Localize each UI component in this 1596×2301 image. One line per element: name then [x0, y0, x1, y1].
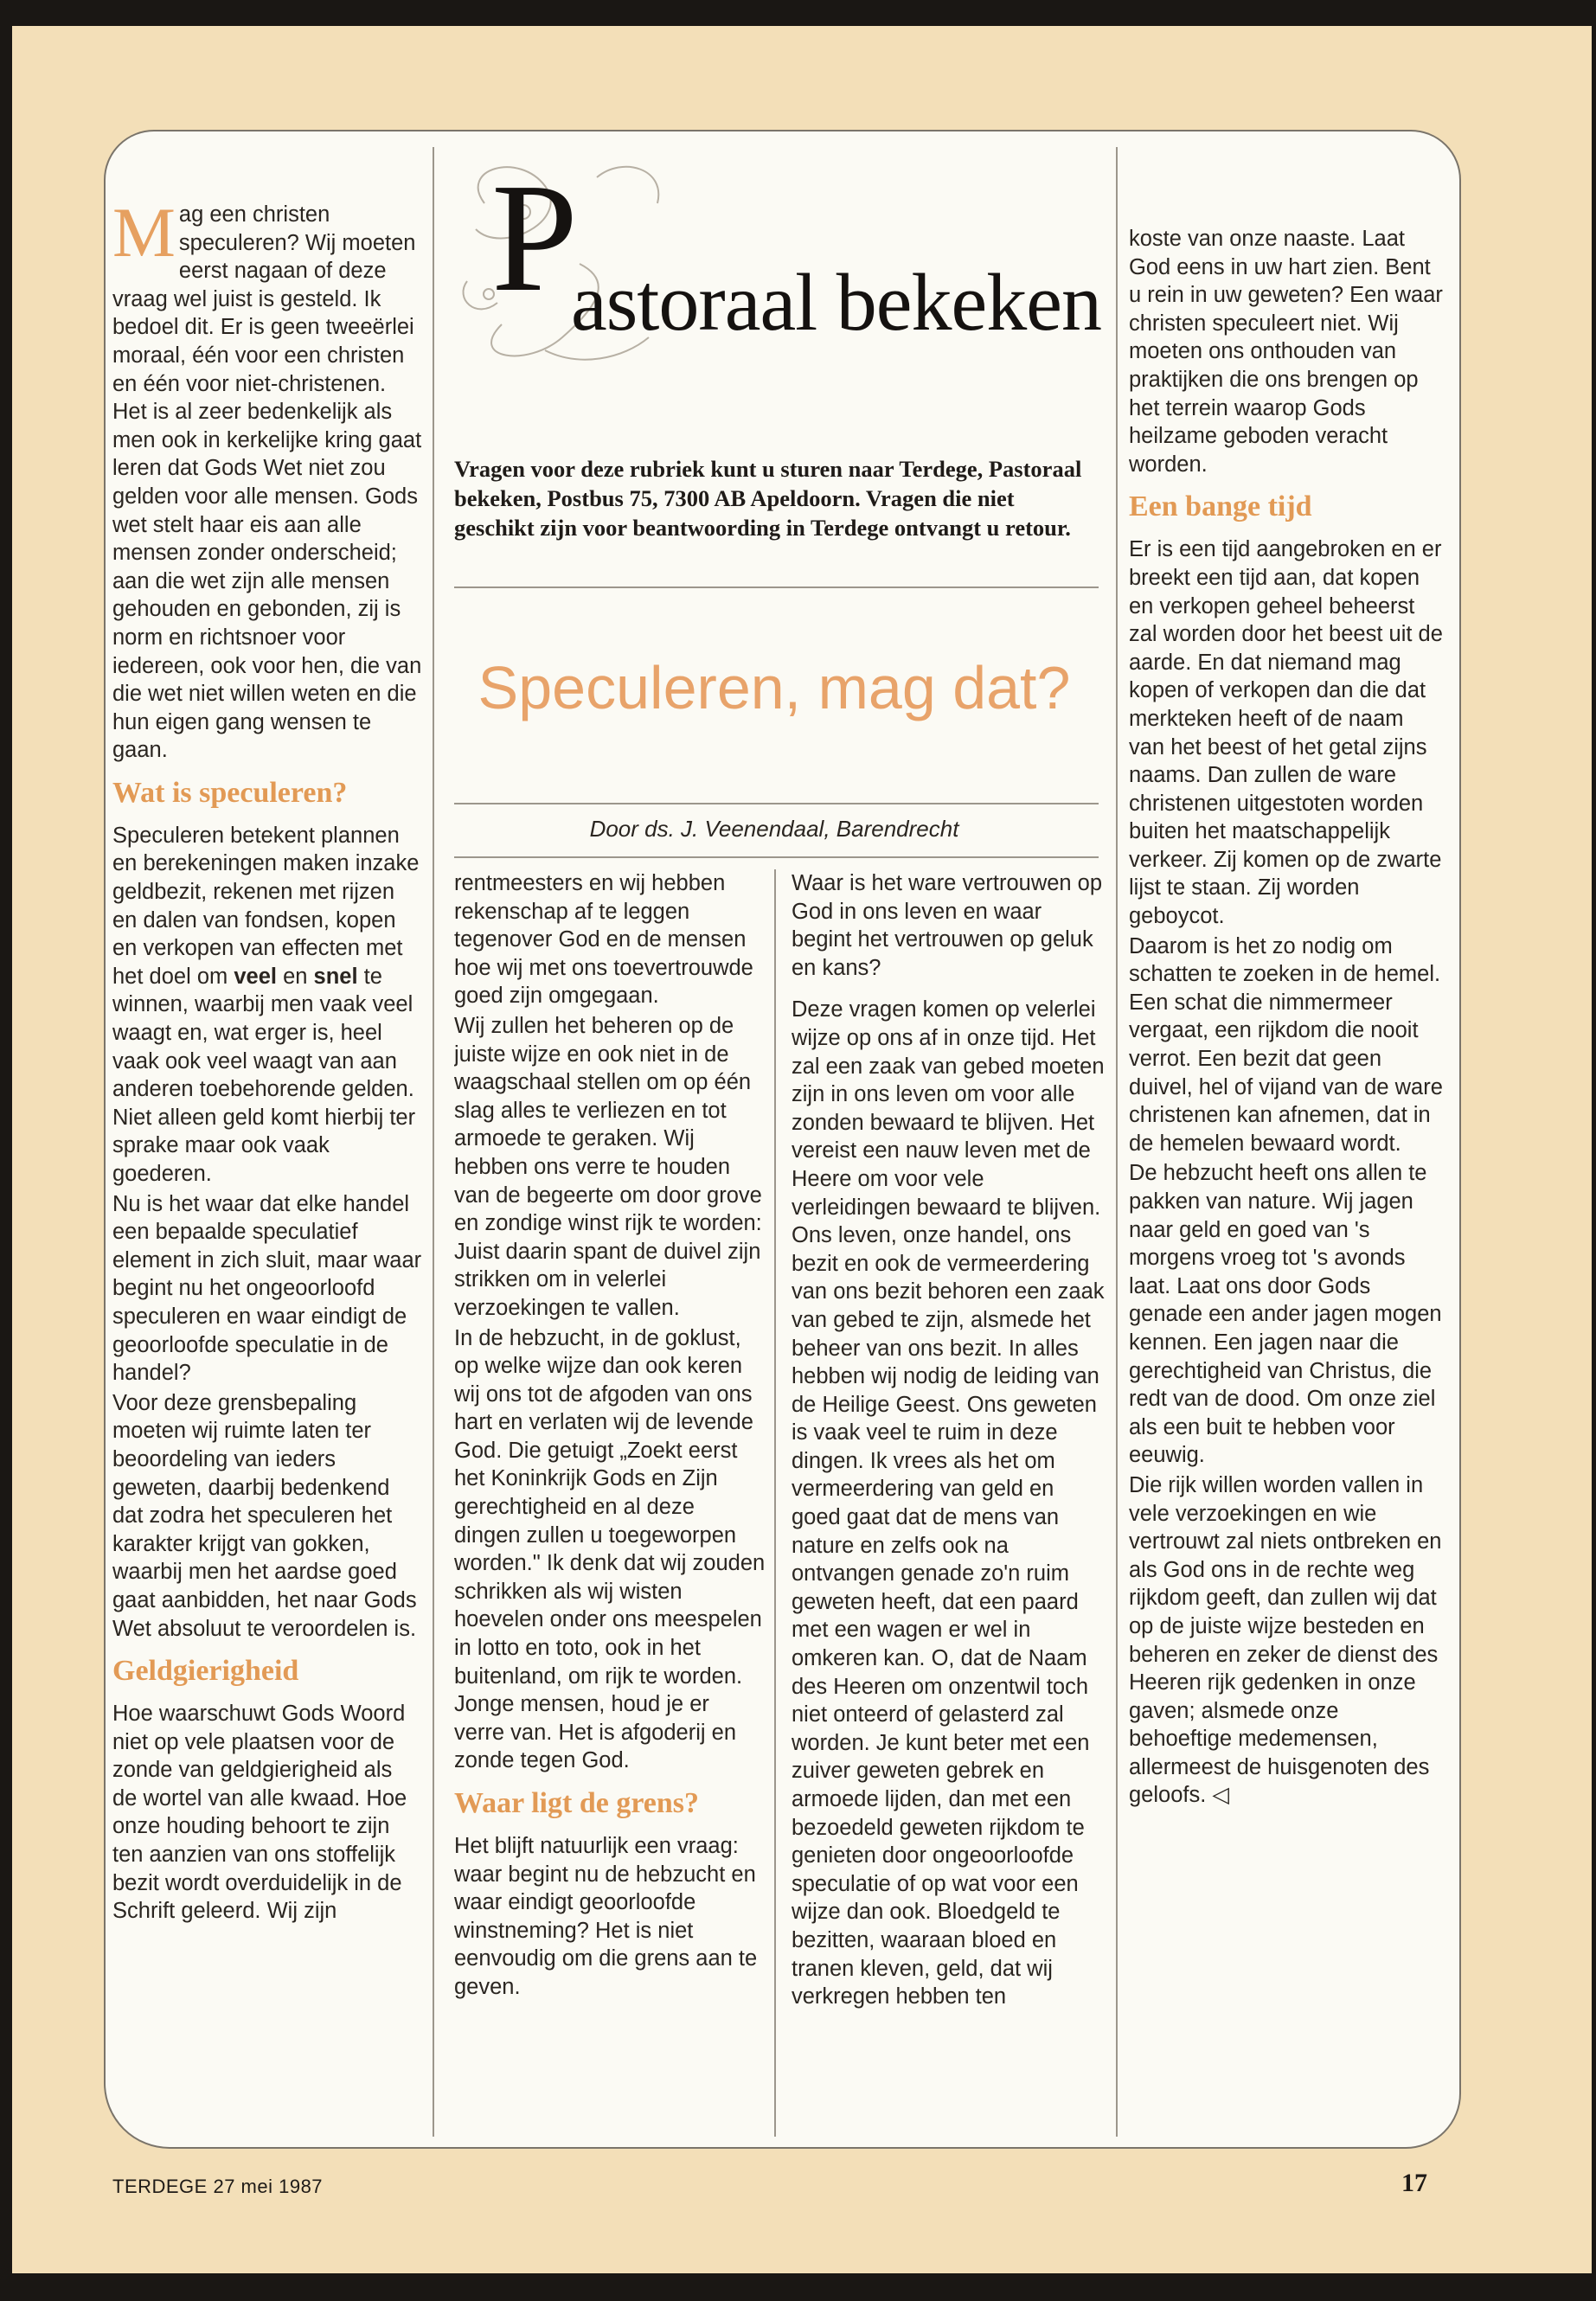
paragraph: In de hebzucht, in de goklust, op welke wijze dan ook keren wij ons tot de afgoden van ons hart en verlaten wij de levende God. Die getuigt „Zoekt eerst het Koninkrijk Gods en Zijn gerechtigheid en al deze dingen zullen u toegeworpen worden." Ik denk dat wij zouden schrikken als wij wisten hoevelen onder ons meespelen in lotto en toto, ook in het buitenland, om rijk te worden. Jonge mensen, houd je er verre van. Het is afgoderij en zonde tegen God.: [454, 1325, 766, 1773]
drop-cap: M: [112, 201, 176, 272]
submission-notice: Vragen voor deze rubriek kunt u sturen naar Terdege, Pastoraal bekeken, Postbus 75, 7300 AB Apeldoorn. Vragen die niet geschikt zijn voor beantwoording in Terdege ontvangt u retour.: [454, 456, 1082, 541]
paragraph: Het blijft natuurlijk een vraag: waar begint nu de hebzucht en waar eindigt geoorloofde winstneming? Het is niet eenvoudig om die grens aan te geven.: [454, 1834, 758, 1999]
article-column-1: [112, 201, 422, 2138]
paragraph: Nu is het waar dat elke handel een bepaalde speculatief element in zich sluit, maar waar begint nu het ongeoorloofd speculeren en waar eindigt de geoorloofde speculatie in de handel?: [112, 1191, 422, 1386]
title-initial: P: [491, 151, 579, 324]
page-number: 17: [1401, 2169, 1427, 2197]
column-rule-left: [433, 147, 434, 2137]
subheading-geldgierigheid: Geldgierigheid: [112, 1655, 299, 1688]
paragraph: Waar is het ware vertrouwen op God in ons leven en waar begint het vertrouwen op geluk en kans?: [792, 871, 1103, 980]
subheading-een-bange-tijd: Een bange tijd: [1129, 490, 1312, 523]
article-byline: Door ds. J. Veenendaal, Barendrecht: [589, 816, 959, 842]
paragraph: koste van onze naaste. Laat God eens in uw hart zien. Bent u rein in uw geweten? Een waar christen speculeert niet. Wij moeten ons onthouden van praktijken die ons brengen op het terrein waarop Gods heilzame geboden veracht worden.: [1129, 227, 1443, 477]
rubric-title-text: astoraal bekeken: [571, 258, 1101, 348]
paragraph: rentmeesters en wij hebben rekenschap af te leggen tegenover God en de mensen hoe wij met ons toevertrouwde goed zijn omgegaan.: [454, 871, 753, 1009]
article-column-3: [792, 869, 1107, 2137]
byline-divider: [454, 803, 1099, 804]
byline-underline: [454, 856, 1099, 858]
paragraph: Wij zullen het beheren op de juiste wijze en ook niet in de waagschaal stellen om op één slag alles te verliezen en tot armoede te geraken. Wij hebben ons verre te houden van de begeerte om door grove en zondige winst rijk te worden: Juist daarin spant de duivel zijn strikken om in velerlei verzoekingen te vallen.: [454, 1013, 762, 1320]
paragraph: Hoe waarschuwt Gods Woord niet op vele plaatsen voor de zonde van geldgierigheid als de wortel van alle kwaad. Hoe onze houding behoort te zijn ten aanzien van ons stoffelijk bezit wordt overduidelijk in de Schrift geleerd. Wij zijn: [112, 1702, 407, 1924]
column-rule-middle: [774, 869, 776, 2137]
paragraph: Er is een tijd aangebroken en er breekt een tijd aan, dat kopen en verkopen geheel beheerst zal worden door het beest uit de aarde. En dat niemand mag kopen of verkopen dan die dat merkteken heeft of de naam van het beest of het getal zijns naams. Dan zullen de ware christenen uitgestoten worden buiten het maatschappelijk verkeer. Zij komen op de zwarte lijst te staan. Zij worden geboycot.: [1129, 537, 1443, 929]
article-headline: Speculeren, mag dat?: [478, 654, 1071, 721]
publication-footer: TERDEGE 27 mei 1987: [112, 2176, 324, 2197]
column-rule-right: [1116, 147, 1118, 2137]
rubric-title: [450, 151, 1107, 376]
subheading-wat-is-speculeren: Wat is speculeren?: [112, 776, 348, 809]
paragraph: Daarom is het zo nodig om schatten te zoeken in de hemel. Een schat die nimmermeer vergaat, een rijkdom die nooit verrot. Een bezit dat geen duivel, hel of vijand van de ware christenen kan afnemen, dat in de hemelen bewaard wordt.: [1129, 933, 1443, 1156]
subheading-waar-ligt-de-grens: Waar ligt de grens?: [454, 1787, 700, 1819]
paragraph: Voor deze grensbepaling moeten wij ruimte laten ter beoordeling van ieders geweten, daarbij bedenkend dat zodra het speculeren het karakter krijgt van gokken, waarbij men het aardse goed gaat aanbidden, het naar Gods Wet absoluut te veroordelen is.: [112, 1390, 417, 1641]
article-column-4: [1129, 225, 1445, 2137]
intro-divider: [454, 586, 1099, 588]
article-column-2: [454, 869, 766, 2137]
paragraph: Deze vragen komen op velerlei wijze op ons af in onze tijd. Het zal een zaak van gebed moeten zijn in ons leven om voor alle zonden bewaard te blijven. Het vereist een nauw leven met de Heere om voor vele verleidingen bewaard te blijven. Ons leven, onze handel, ons bezit en ook de vermeerdering van ons bezit behoren een zaak van gebed te zijn, alsmede het beheer van ons bezit. In alles hebben wij nodig de leiding van de Heilige Geest. Ons geweten is vaak veel te ruim in deze dingen. Ik vrees als het om vermeerdering van geld en goed gaat dat de mens van nature en zelfs ook na ontvangen genade zo'n ruim geweten heeft, dat een paard met een wagen er wel in omkeren kan. O, dat de Naam des Heeren om onzentwil toch niet onteerd of gelasterd zal worden. Je kunt beter met een zuiver geweten gebrek en armoede lijden, dan met een bezoedeld geweten rijkdom te genieten door ongeoorloofde speculatie of op wat voor een wijze dan ook. Bloedgeld te bezitten, waaraan bloed en tranen kleven, geld, dat wij verkregen hebben ten: [792, 997, 1105, 2009]
paragraph: Die rijk willen worden vallen in vele verzoekingen en wie vertrouwt zal niets ontbreken en als God ons in de rechte weg rijkdom geeft, dan zullen wij dat op de juiste wijze besteden en beheren en zeker de dienst des Heeren rijk gedenken in onze gaven; alsmede onze behoeftige medemensen, allermeest de huisgenoten des geloofs. ◁: [1129, 1472, 1442, 1808]
paragraph: Speculeren betekent plannen en berekeningen maken inzake geldbezit, rekenen met rijzen en dalen van fondsen, kopen en verkopen van effecten met het doel om veel en snel te winnen, waarbij men vaak veel waagt en, wat erger is, heel vaak ook veel waagt van aan anderen toebehorende gelden. Niet alleen geld komt hierbij ter sprake maar ook vaak goederen.: [112, 823, 420, 1186]
opening-paragraph: Mag een christen speculeren? Wij moeten eerst nagaan of deze vraag wel juist is gesteld. Ik bedoel dit. Er is geen tweeërlei moraal, één voor een christen en één voor niet-christenen. Het is al zeer bedenkelijk als men ook in kerkelijke kring gaat leren dat Gods Wet niet zou gelden voor alle mensen. Gods wet stelt haar eis aan alle mensen zonder onderscheid; aan die wet zijn alle mensen gehouden en gebonden, zij is norm en richtsnoer voor iedereen, ook voor hen, die van die wet niet willen weten en die hun eigen gang wensen te gaan.: [112, 201, 422, 763]
paragraph: De hebzucht heeft ons allen te pakken van nature. Wij jagen naar geld en goed van 's morgens vroeg tot 's avonds laat. Laat ons door Gods genade een ander jagen mogen kennen. Een jagen naar die gerechtigheid van Christus, die redt van de dood. Om onze ziel als een buit te hebben voor eeuwig.: [1129, 1161, 1442, 1468]
